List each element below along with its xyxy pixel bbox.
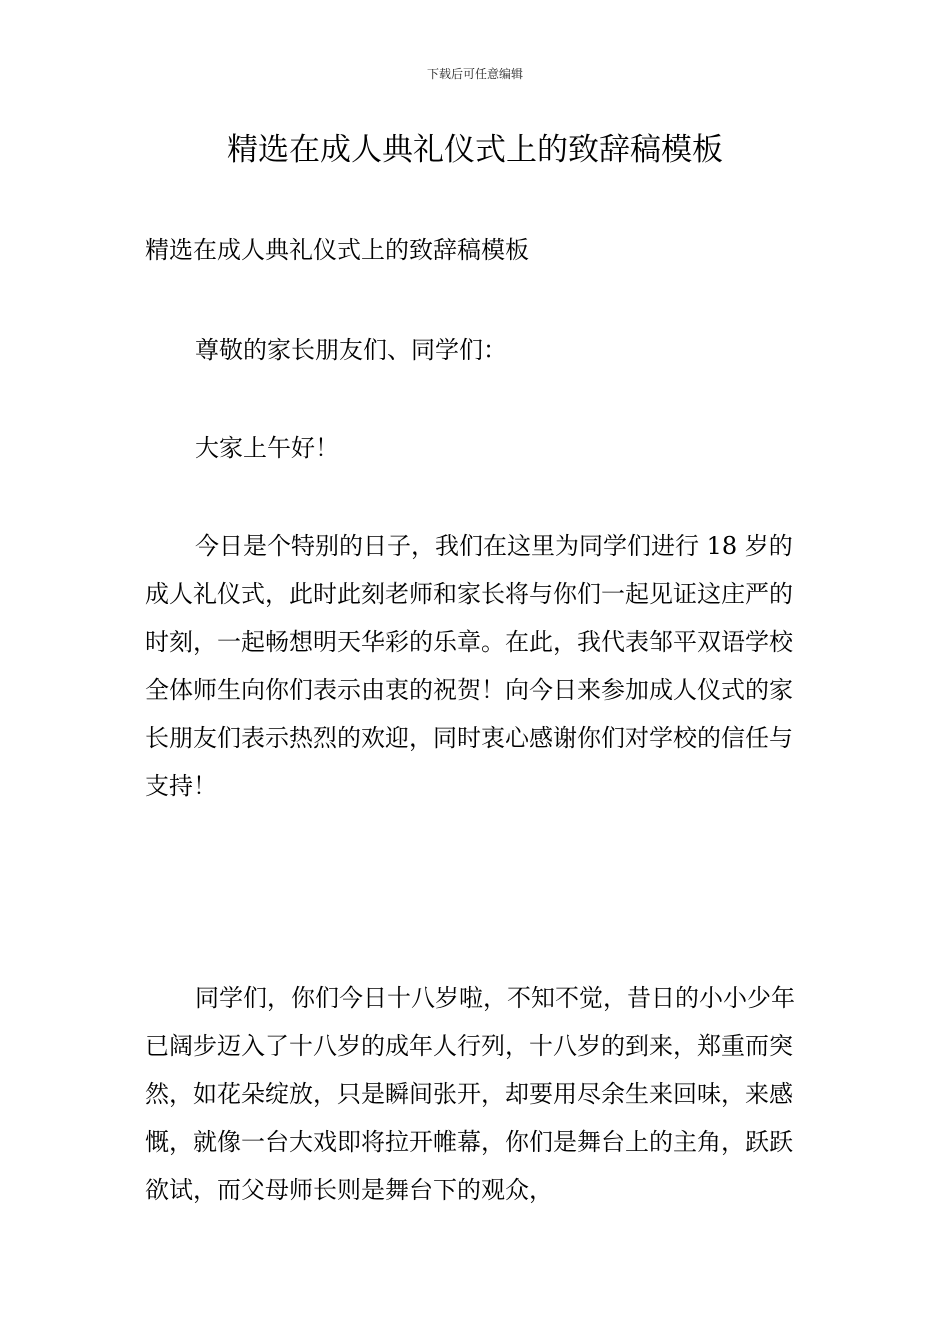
hello-line: 大家上午好！ bbox=[195, 434, 339, 462]
document-title: 精选在成人典礼仪式上的致辞稿模板 bbox=[227, 132, 723, 168]
document-subtitle: 精选在成人典礼仪式上的致辞稿模板 bbox=[145, 236, 529, 264]
header-note: 下载后可任意编辑 bbox=[426, 67, 523, 81]
greeting-line: 尊敬的家长朋友们、同学们： bbox=[195, 336, 507, 364]
paragraph-eighteen: 同学们，你们今日十八岁啦，不知不觉，昔日的小小少年已阔步迈入了十八岁的成年人行列，十八岁的到来，郑重而突然，如花朵绽放，只是瞬间张开，却要用尽余生来回味，来感慨，就像一台大戏即将拉开帷幕，你们是舞台上的主角，跃跃欲试，而父母师长则是舞台下的观众， bbox=[145, 984, 795, 1204]
paragraph-welcome: 今日是个特别的日子，我们在这里为同学们进行 18 岁的成人礼仪式，此时此刻老师和家长将与你们一起见证这庄严的时刻，一起畅想明天华彩的乐章。在此，我代表邹平双语学校全体师生向你们表示由衷的祝贺！向今日来参加成人仪式的家长朋友们表示热烈的欢迎，同时衷心感谢你们对学校的信任与支持！ bbox=[145, 532, 793, 800]
